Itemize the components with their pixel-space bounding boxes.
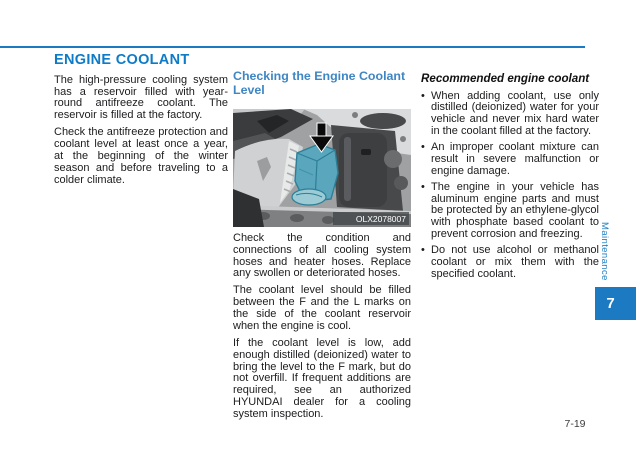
bullet-icon: •: [421, 244, 425, 257]
coolant-reservoir-figure: [233, 109, 411, 227]
page-title: ENGINE COOLANT: [54, 52, 190, 68]
list-item: • When adding coolant, use only distilled (deionized) water for your vehicle and never mix hard water in the coolant filled at the factory.: [421, 89, 599, 138]
section-heading: Checking the Engine Coolant Level: [233, 69, 406, 97]
header-rule: [0, 46, 585, 48]
engine-bay-illustration: [233, 109, 411, 227]
page-number: 7-19: [564, 418, 586, 430]
paragraph: Check the antifreeze protection and coolant level at least once a year, at the beginning of the winter season and before traveling to a colder climate.: [54, 126, 228, 186]
list-item: • Do not use alcohol or methanol coolant or mix them with the specified coolant.: [421, 244, 599, 280]
paragraph: The high-pressure cooling system has a reservoir filled with year-round antifreeze coolant. The reservoir is filled at the factory.: [54, 73, 228, 122]
bullet-icon: •: [421, 180, 425, 193]
bullet-icon: •: [421, 89, 425, 102]
paragraph: The coolant level should be filled between the F and the L marks on the side of the coolant reservoir when the engine is cool.: [233, 284, 411, 332]
bullet-icon: •: [421, 141, 425, 154]
figure-code-label: OLX2078007: [355, 213, 406, 224]
coolant-reservoir: [292, 144, 338, 205]
paragraph: Check the condition and connections of all cooling system hoses and heater hoses. Replace any swollen or deteriorated hoses.: [233, 231, 411, 280]
middle-column: [233, 70, 411, 426]
list-item: • An improper coolant mixture can result in severe malfunction or engine damage.: [421, 141, 599, 177]
subsection-heading: Recommended engine coolant: [421, 72, 590, 85]
list-item: • The engine in your vehicle has aluminum engine parts and must be protected by an ethylene-glycol with phosphate based coolant to prevent corrosion and freezing.: [421, 180, 599, 241]
chapter-name-vertical: Maintenance: [599, 222, 610, 281]
paragraph: If the coolant level is low, add enough distilled (deionized) water to bring the level to the F mark, but do not overfill. If frequent additions are required, see an authorized HYUNDAI dealer for a cooling system inspection.: [233, 336, 411, 421]
right-column: [421, 73, 599, 285]
chapter-number-tab: 7: [595, 287, 636, 320]
left-column: [54, 53, 228, 192]
bullet-list: [421, 91, 599, 281]
